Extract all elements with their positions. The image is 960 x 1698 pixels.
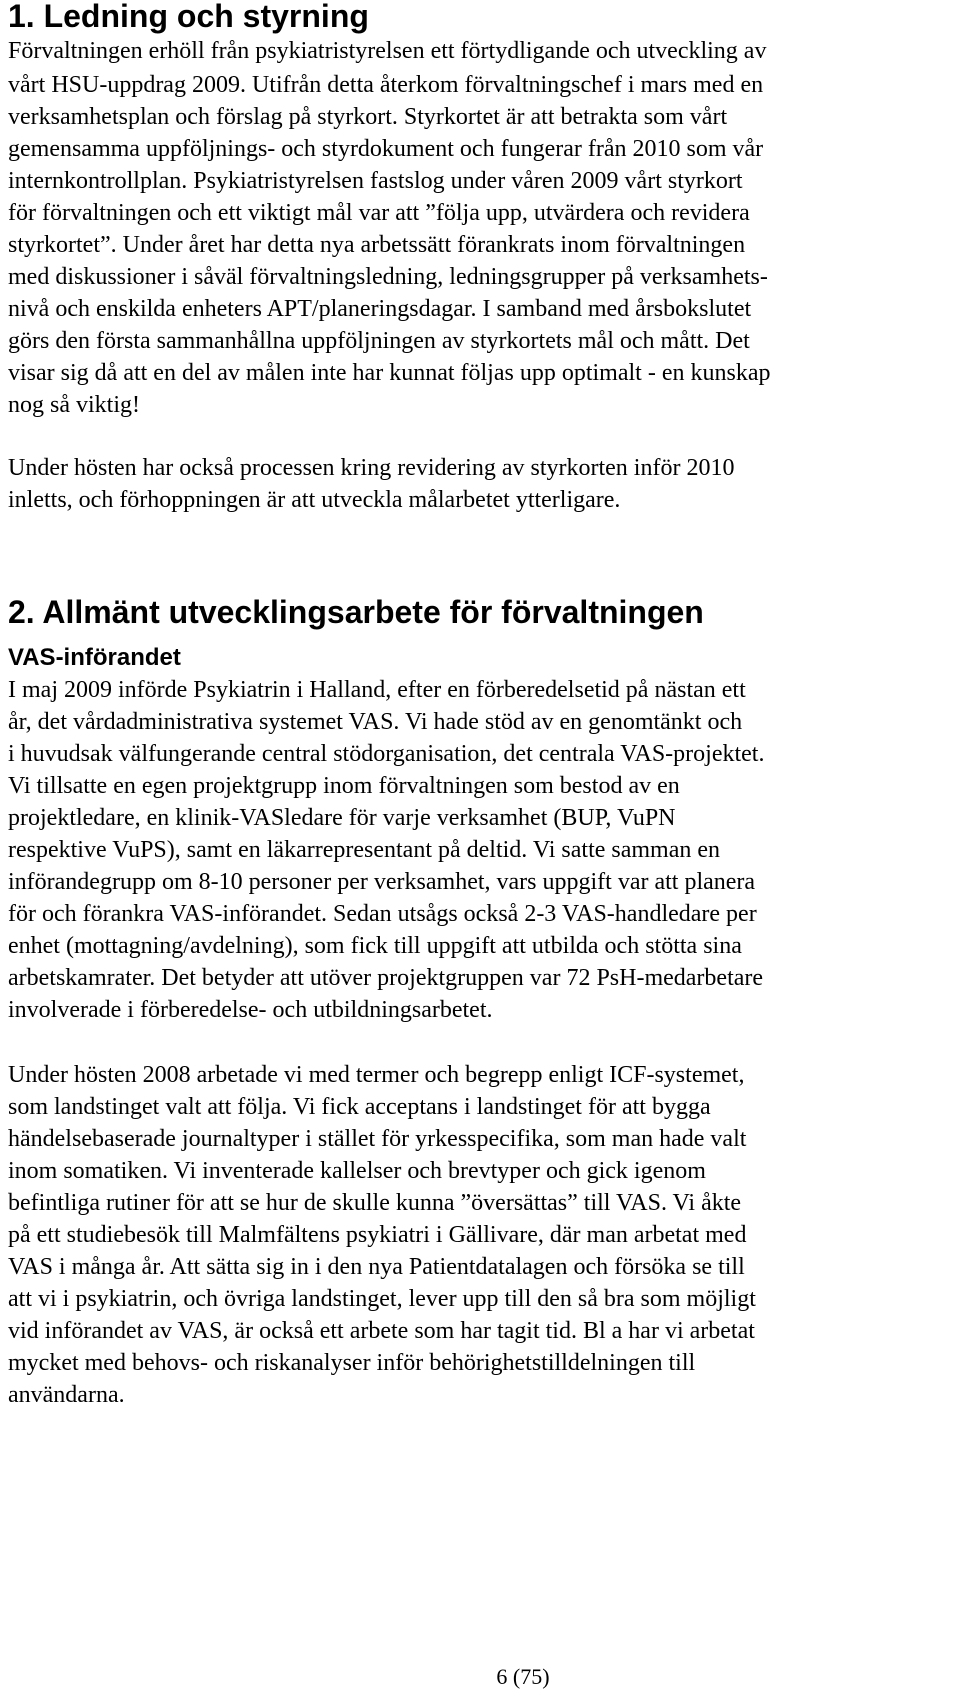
text-line: i huvudsak välfungerande central stödorganisation, det centrala VAS-projektet. xyxy=(8,741,765,767)
text-line: VAS i många år. Att sätta sig in i den nya Patientdatalagen och försöka se till xyxy=(8,1254,745,1280)
text-line: Vi tillsatte en egen projektgrupp inom förvaltningen som bestod av en xyxy=(8,773,680,799)
text-line: verksamhetsplan och förslag på styrkort. Styrkortet är att betrakta som vårt xyxy=(8,104,728,130)
text-line: med diskussioner i såväl förvaltningsledning, ledningsgrupper på verksamhets- xyxy=(8,264,768,290)
text-line: involverade i förberedelse- och utbildningsarbetet. xyxy=(8,997,493,1023)
text-line: inletts, och förhoppningen är att utveckla målarbetet ytterligare. xyxy=(8,487,621,513)
text-line: för och förankra VAS-införandet. Sedan utsågs också 2-3 VAS-handledare per xyxy=(8,901,757,927)
text-line: vårt HSU-uppdrag 2009. Utifrån detta återkom förvaltningschef i mars med en xyxy=(8,72,764,98)
text-line: I maj 2009 införde Psykiatrin i Halland, efter en förberedelsetid på nästan ett xyxy=(8,677,746,703)
text-line: händelsebaserade journaltyper i stället för yrkesspecifika, som man hade valt xyxy=(8,1126,747,1152)
text-line: visar sig då att en del av målen inte har kunnat följas upp optimalt - en kunskap xyxy=(8,360,771,386)
text-line: på ett studiebesök till Malmfältens psykiatri i Gällivare, där man arbetat med xyxy=(8,1222,747,1248)
text-line: mycket med behovs- och riskanalyser inför behörighetstilldelningen till xyxy=(8,1350,696,1376)
page-footer xyxy=(0,1664,960,1690)
section-1-heading: 1. Ledning och styrning xyxy=(8,0,369,34)
text-line: gemensamma uppföljnings- och styrdokument och fungerar från 2010 som vår xyxy=(8,136,764,162)
vas-subheading: VAS-införandet xyxy=(8,644,181,671)
text-line: nivå och enskilda enheters APT/planeringsdagar. I samband med årsbokslutet xyxy=(8,296,752,322)
text-line: Under hösten har också processen kring revidering av styrkorten inför 2010 xyxy=(8,455,735,481)
text-line: vid införandet av VAS, är också ett arbete som har tagit tid. Bl a har vi arbetat xyxy=(8,1318,755,1344)
page-number: 6 (75) xyxy=(496,1664,550,1689)
text-line: görs den första sammanhållna uppföljningen av styrkortets mål och mått. Det xyxy=(8,328,750,354)
text-line: enhet (mottagning/avdelning), som fick till uppgift att utbilda och stötta sina xyxy=(8,933,742,959)
text-line: styrkortet”. Under året har detta nya arbetssätt förankrats inom förvaltningen xyxy=(8,232,746,258)
text-line: som landstinget valt att följa. Vi fick acceptans i landstinget för att bygga xyxy=(8,1094,711,1120)
text-line: befintliga rutiner för att se hur de skulle kunna ”översättas” till VAS. Vi åkte xyxy=(8,1190,742,1216)
text-line: Förvaltningen erhöll från psykiatristyrelsen ett förtydligande och utveckling av xyxy=(8,38,767,64)
text-line: respektive VuPS), samt en läkarrepresentant på deltid. Vi satte samman en xyxy=(8,837,721,863)
text-line: nog så viktig! xyxy=(8,392,140,418)
text-line: för förvaltningen och ett viktigt mål var att ”följa upp, utvärdera och revidera xyxy=(8,200,750,226)
text-line: projektledare, en klinik-VASledare för varje verksamhet (BUP, VuPN xyxy=(8,805,676,831)
text-line: inom somatiken. Vi inventerade kallelser och brevtyper och gick igenom xyxy=(8,1158,706,1184)
text-line: att vi i psykiatrin, och övriga landstinget, lever upp till den så bra som möjligt xyxy=(8,1286,756,1312)
text-line: användarna. xyxy=(8,1382,125,1408)
section-2-heading: 2. Allmänt utvecklingsarbete för förvaltningen xyxy=(8,594,704,630)
text-line: år, det vårdadministrativa systemet VAS. Vi hade stöd av en genomtänkt och xyxy=(8,709,743,735)
text-line: arbetskamrater. Det betyder att utöver projektgruppen var 72 PsH-medarbetare xyxy=(8,965,764,991)
text-line: införandegrupp om 8-10 personer per verksamhet, vars uppgift var att planera xyxy=(8,869,756,895)
text-line: internkontrollplan. Psykiatristyrelsen fastslog under våren 2009 vårt styrkort xyxy=(8,168,743,194)
text-line: Under hösten 2008 arbetade vi med termer och begrepp enligt ICF-systemet, xyxy=(8,1062,745,1088)
